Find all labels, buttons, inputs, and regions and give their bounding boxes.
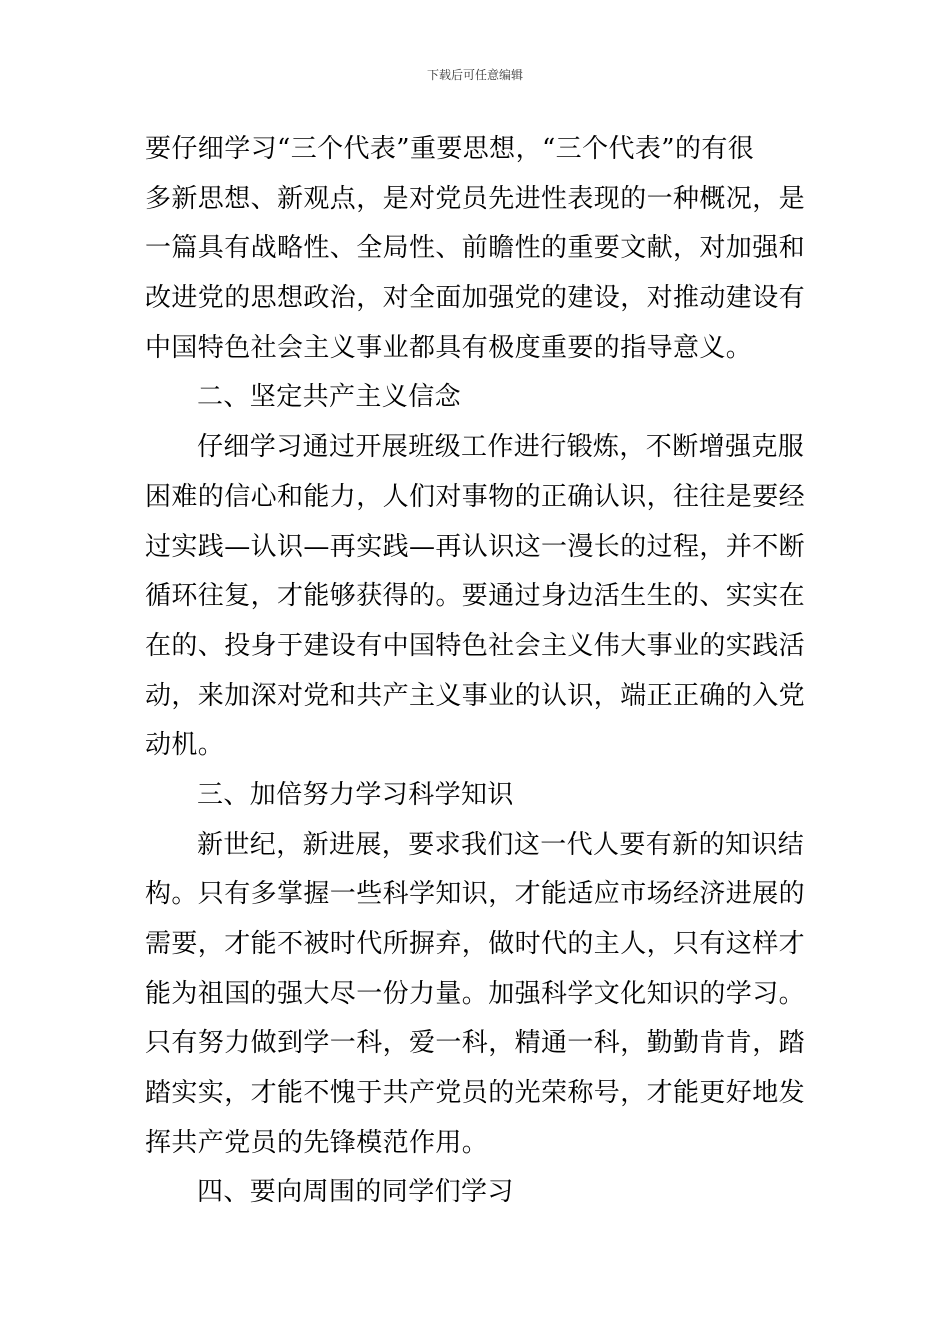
section-heading-3: 三、加倍努力学习科学知识 xyxy=(197,779,514,810)
section-heading-2: 二、坚定共产主义信念 xyxy=(197,382,462,413)
text-line: 一篇具有战略性、全局性、前瞻性的重要文献，对加强和 xyxy=(145,233,806,264)
text-line: 动，来加深对党和共产主义事业的认识，端正正确的入党 xyxy=(145,680,806,711)
text-line: 动机。 xyxy=(145,730,225,761)
paragraph-first-line: 仔细学习通过开展班级工作进行锻炼，不断增强克服 xyxy=(197,432,805,463)
page-header-note: 下载后可任意编辑 xyxy=(426,68,523,82)
text-line: 中国特色社会主义事业都具有极度重要的指导意义。 xyxy=(145,332,753,363)
text-line: 多新思想、新观点，是对党员先进性表现的一种概况，是 xyxy=(145,183,806,214)
document-body xyxy=(145,125,809,1218)
text-line: 困难的信心和能力，人们对事物的正确认识，往往是要经 xyxy=(145,481,806,512)
paragraph-first-line: 新世纪，新进展，要求我们这一代人要有新的知识结 xyxy=(197,829,805,860)
text-line: 在的、投身于建设有中国特色社会主义伟大事业的实践活 xyxy=(145,630,806,661)
text-line: 循环往复，才能够获得的。要通过身边活生生的、实实在 xyxy=(145,581,806,612)
text-line: 踏实实，才能不愧于共产党员的光荣称号，才能更好地发 xyxy=(145,1078,806,1109)
text-line: 要仔细学习“三个代表”重要思想，“三个代表”的有很 xyxy=(145,134,755,164)
text-line: 过实践—认识—再实践—再认识这一漫长的过程，并不断 xyxy=(145,531,806,562)
text-line: 需要，才能不被时代所摒弃，做时代的主人，只有这样才 xyxy=(145,929,806,959)
text-line: 改进党的思想政治，对全面加强党的建设，对推动建设有 xyxy=(145,283,806,314)
text-line: 能为祖国的强大尽一份力量。加强科学文化知识的学习。 xyxy=(145,978,806,1009)
text-line: 挥共产党员的先锋模范作用。 xyxy=(145,1127,489,1158)
text-line: 只有努力做到学一科，爱一科，精通一科，勤勤肯肯，踏 xyxy=(145,1028,806,1059)
section-heading-4: 四、要向周围的同学们学习 xyxy=(197,1177,514,1208)
text-line: 构。只有多掌握一些科学知识，才能适应市场经济进展的 xyxy=(145,879,806,910)
